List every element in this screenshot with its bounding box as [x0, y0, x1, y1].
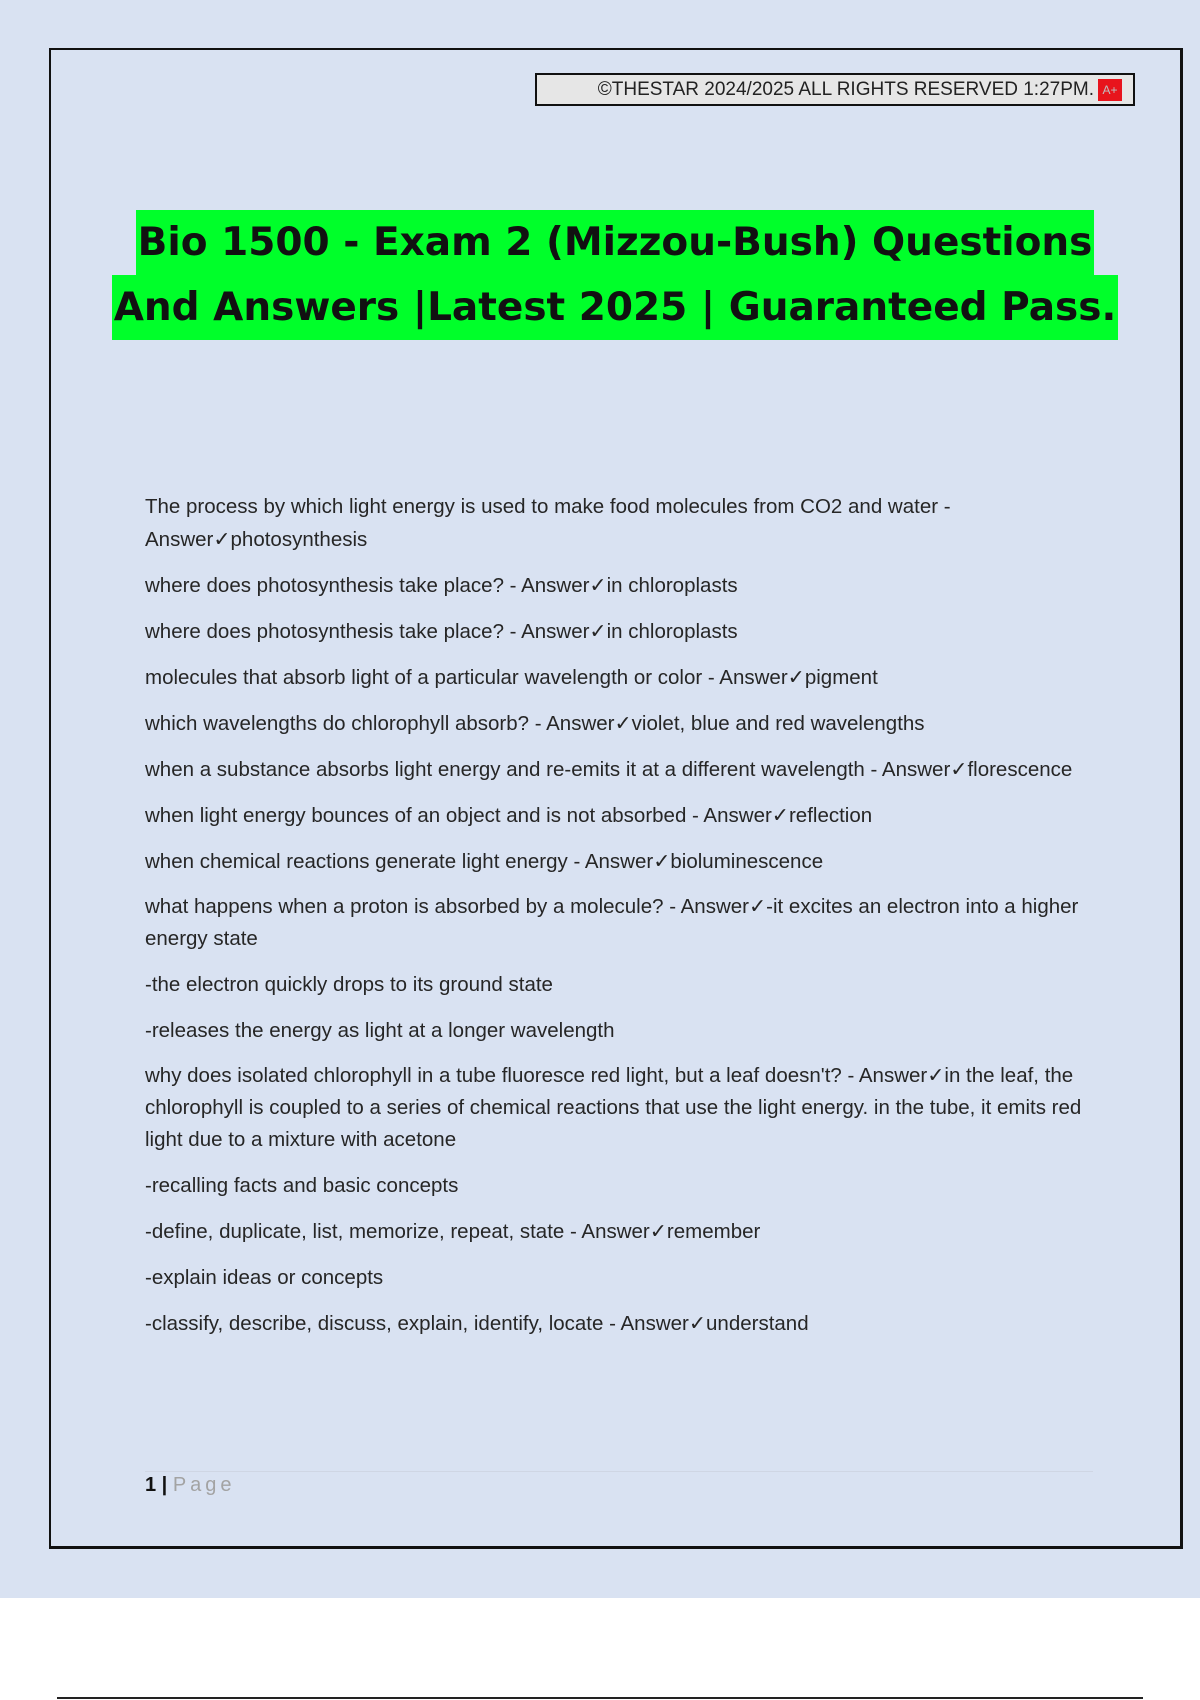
qa-item: where does photosynthesis take place? - Answer✓in chloroplasts	[145, 620, 738, 643]
footer-divider	[145, 1471, 1093, 1472]
bottom-divider	[57, 1697, 1143, 1699]
qa-item: when light energy bounces of an object and is not absorbed - Answer✓reflection	[145, 804, 873, 827]
qa-item: where does photosynthesis take place? - Answer✓in chloroplasts	[145, 574, 738, 597]
qa-item: when chemical reactions generate light energy - Answer✓bioluminescence	[145, 850, 824, 873]
title-line-2: And Answers |Latest 2025 | Guaranteed Pass.	[112, 275, 1119, 340]
copyright-text: ©THESTAR 2024/2025 ALL RIGHTS RESERVED 1:27PM.	[597, 78, 1094, 100]
page-number	[145, 1474, 236, 1497]
grade-badge: A+	[1098, 79, 1122, 101]
qa-item: -classify, describe, discuss, explain, identify, locate - Answer✓understand	[145, 1312, 809, 1335]
page-label: Page	[172, 1474, 236, 1496]
qa-item: The process by which light energy is used to make food molecules from CO2 and water - Answer✓photosynthesis	[145, 495, 951, 551]
copyright-header	[535, 73, 1135, 106]
title-line-1: Bio 1500 - Exam 2 (Mizzou-Bush) Questions	[136, 210, 1095, 275]
qa-item: why does isolated chlorophyll in a tube fluoresce red light, but a leaf doesn't? - Answer✓in the leaf, the chlorophyll is coupled to a series of chemical reactions that use the light energy. in the tube, it emits red light due to a mixture with acetone	[145, 1064, 1082, 1151]
page-number-value: 1	[145, 1474, 157, 1496]
document-title	[100, 210, 1130, 340]
qa-item: -explain ideas or concepts	[145, 1266, 384, 1289]
question-answer-list	[145, 490, 1095, 1353]
qa-item: -releases the energy as light at a longer wavelength	[145, 1019, 615, 1042]
page-number-separator: |	[156, 1474, 173, 1496]
qa-item: which wavelengths do chlorophyll absorb? - Answer✓violet, blue and red wavelengths	[145, 712, 925, 735]
qa-item: -recalling facts and basic concepts	[145, 1174, 459, 1197]
qa-item: molecules that absorb light of a particular wavelength or color - Answer✓pigment	[145, 666, 878, 689]
qa-item: when a substance absorbs light energy and re-emits it at a different wavelength - Answer✓florescence	[145, 758, 1073, 781]
qa-item: -the electron quickly drops to its ground state	[145, 973, 553, 996]
qa-item: -define, duplicate, list, memorize, repeat, state - Answer✓remember	[145, 1220, 761, 1243]
qa-item: what happens when a proton is absorbed by a molecule? - Answer✓-it excites an electron into a higher energy state	[145, 895, 1079, 950]
